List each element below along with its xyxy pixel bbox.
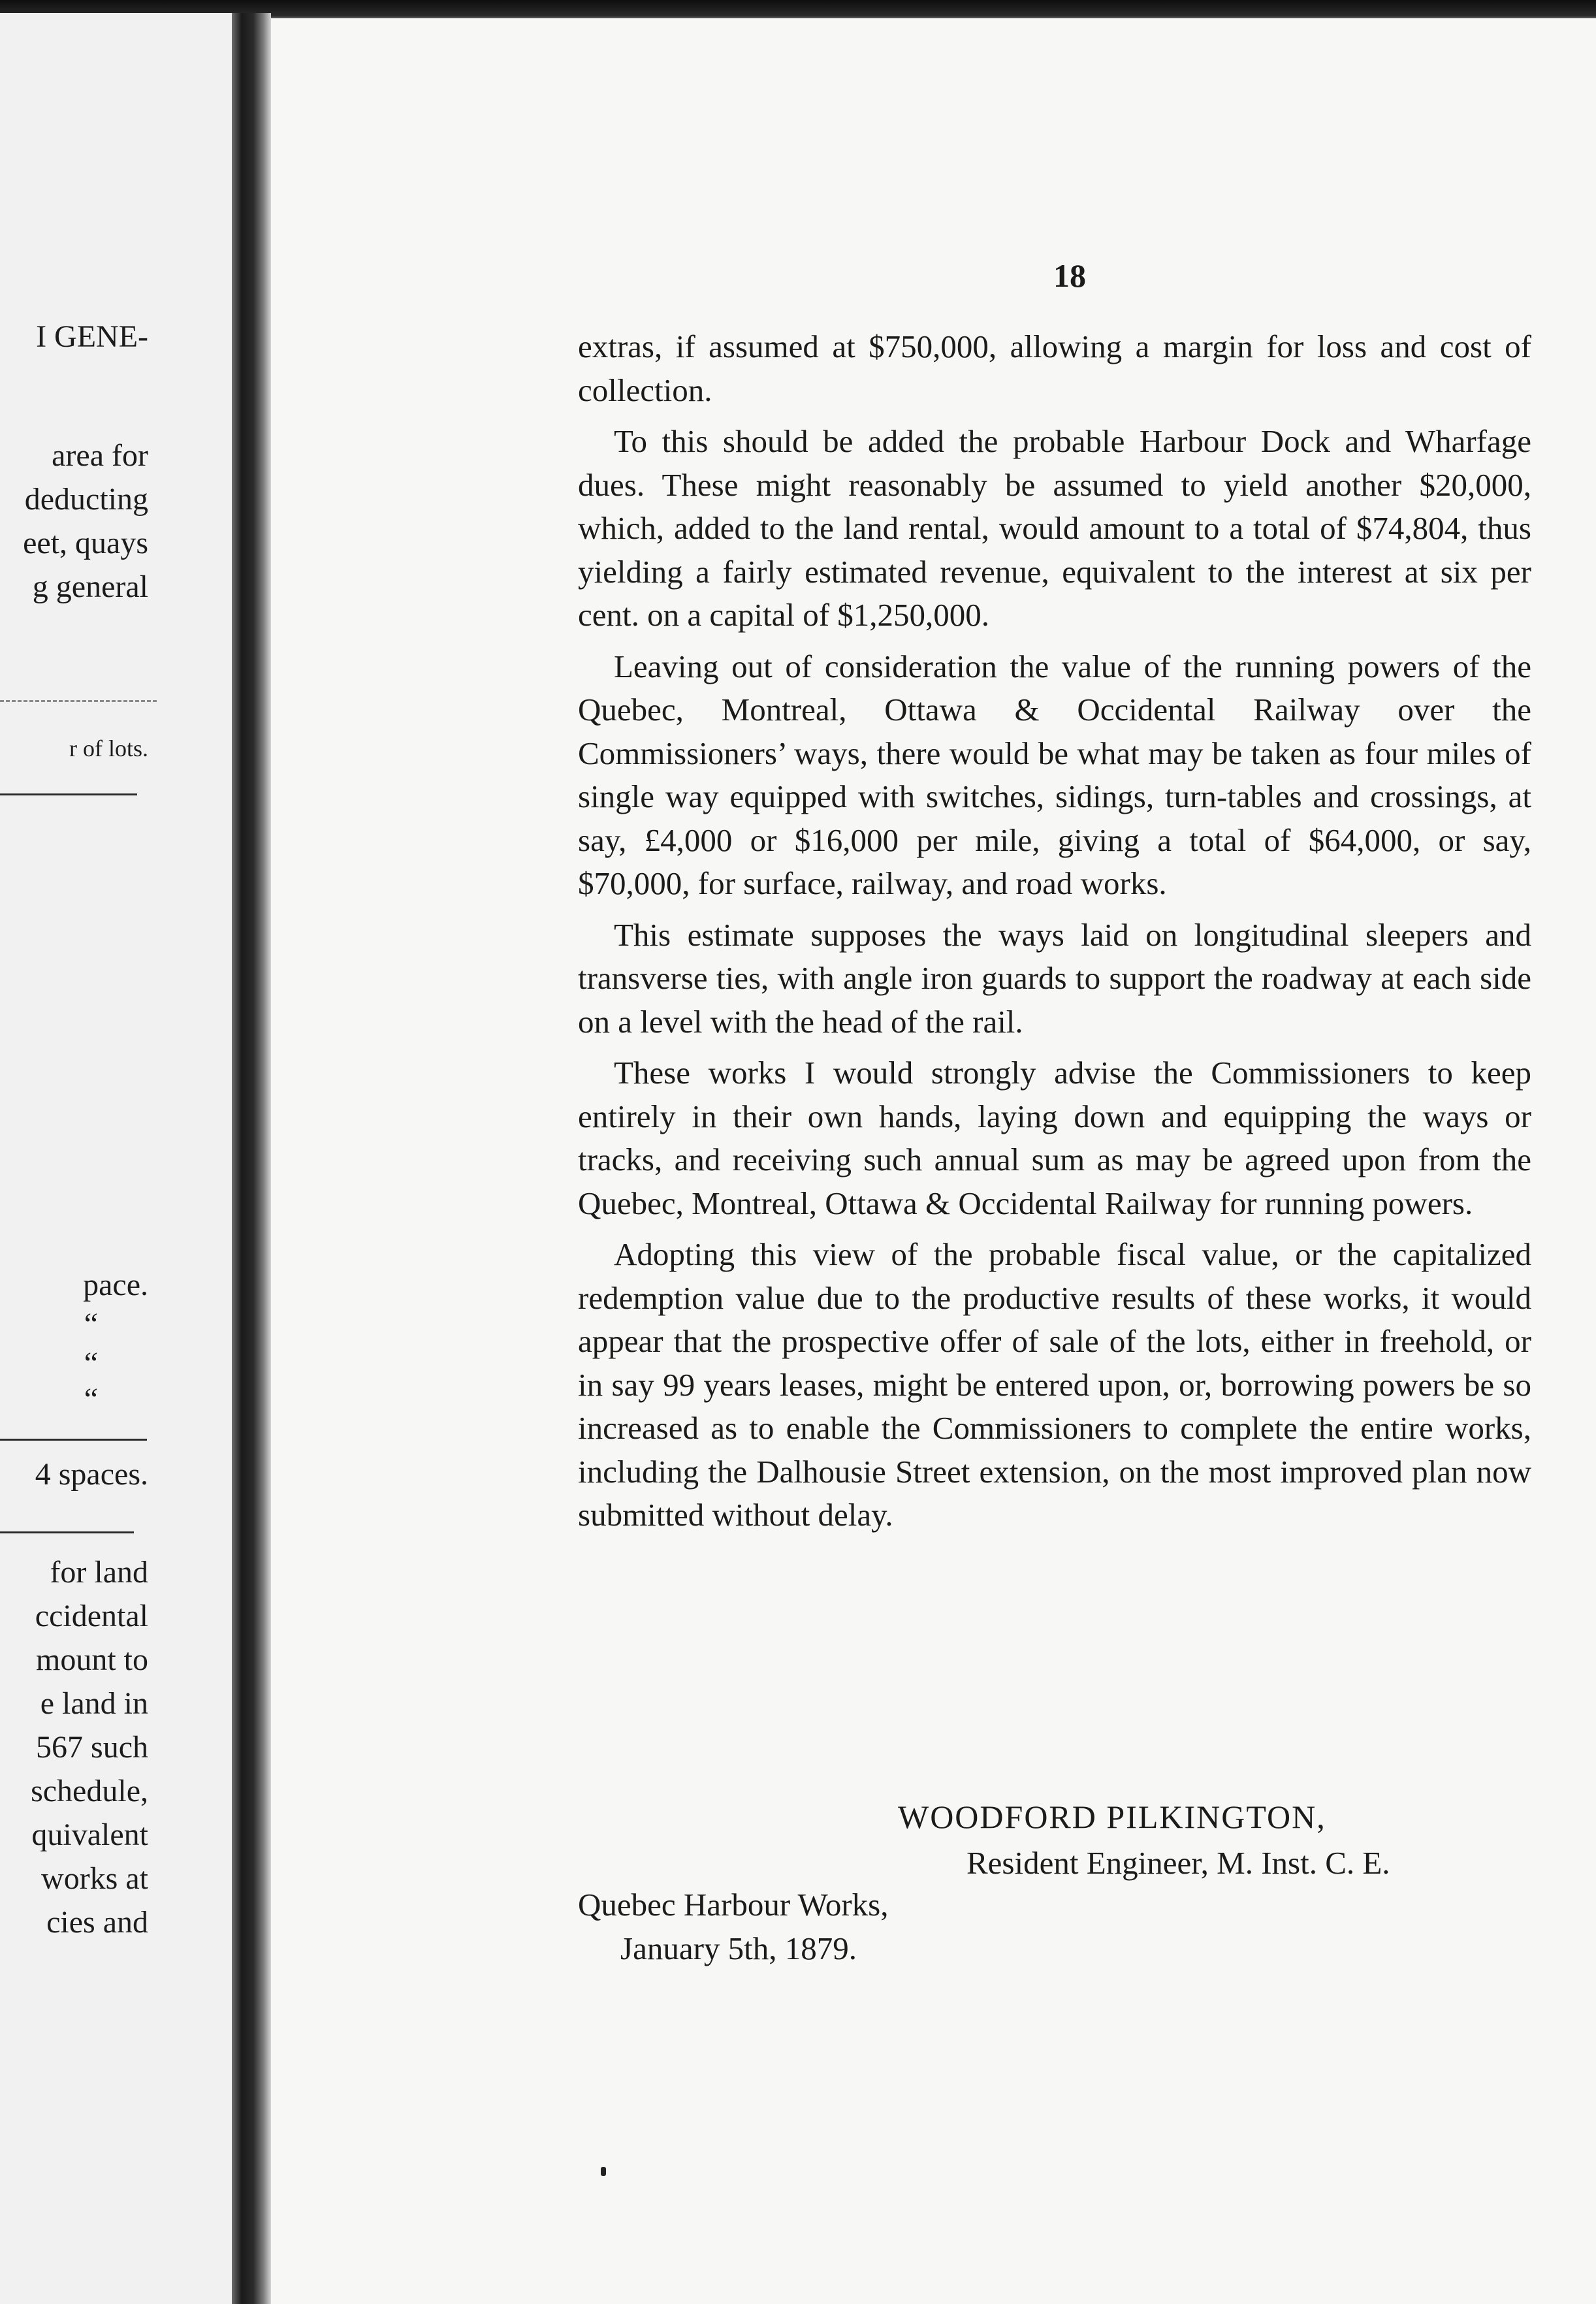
paragraph: extras, if assumed at $750,000, allowing a margin for loss and cost of collection. (578, 328, 1531, 408)
ditto-mark: “ (84, 1346, 98, 1381)
signature-name: WOODFORD PILKINGTON, (898, 1799, 1326, 1835)
paragraph: This estimate supposes the ways laid on longitudinal sleepers and transverse ties, with angle iron guards to support the roadway at each side on a level with the head of the rail. (578, 916, 1531, 1040)
left-fragment-line: area for (52, 438, 148, 473)
left-fragment-line: 567 such (36, 1730, 148, 1765)
left-rule (0, 1439, 147, 1441)
paragraph: Adopting this view of the probable fiscal value, or the capitalized redemption value due to the productive results of these works, it would appear that the prospective offer of sale of the lots, either in freehold, or in say 99 years leases, might be entered upon, or, borrowing powers be so increased as to enable the Commissioners to complete the entire works, including the Dalhousie Street extension, on the most improved plan now submitted without delay. (578, 1236, 1531, 1533)
left-dashed-rule (0, 700, 157, 702)
signature-title: Resident Engineer, M. Inst. C. E. (966, 1845, 1390, 1881)
left-fragment-heading: I GENE- (36, 319, 148, 354)
paragraph: Leaving out of consideration the value of the running powers of the Quebec, Montreal, Ottawa & Occidental Railway over the Commissioners’ ways, there would be what may be taken as four miles of single way equipped with switches, sidings, turn-tables and crossings, at say, £4,000 or $16,000 per mile, giving a total of $64,000, or say, $70,000, for surface, railway, and road works. (578, 648, 1531, 901)
ink-speck (601, 2167, 606, 2176)
left-fragment-line: 4 spaces. (35, 1457, 148, 1492)
left-fragment-line: r of lots. (69, 735, 148, 761)
left-rule (0, 793, 137, 795)
left-fragment-line: works at (41, 1861, 148, 1896)
page-number: 18 (1053, 257, 1086, 294)
ditto-mark: “ (84, 1382, 98, 1416)
left-fragment-line: for land (50, 1555, 148, 1590)
date-line: January 5th, 1879. (620, 1930, 857, 1966)
left-fragment-line: quivalent (31, 1817, 148, 1852)
left-fragment-line: mount to (35, 1642, 148, 1677)
place-line: Quebec Harbour Works, (578, 1887, 889, 1923)
left-fragment-line: pace. (83, 1268, 148, 1302)
ditto-mark: “ (84, 1307, 98, 1341)
left-fragment-line: eet, quays (23, 526, 148, 560)
left-fragment-line: ccidental (35, 1599, 148, 1633)
body-text (578, 325, 1531, 1545)
left-fragment-line: g general (32, 569, 148, 604)
left-fragment-line: deducting (24, 482, 148, 517)
left-fragment-line: e land in (40, 1686, 148, 1721)
document-page (271, 18, 1596, 2304)
paragraph: To this should be added the probable Harbour Dock and Wharfage dues. These might reasonably be assumed to yield another $20,000, which, added to the land rental, would amount to a total of $74,804, thus yielding a fairly estimated revenue, equivalent to the interest at six per cent. on a capital of $1,250,000. (578, 423, 1531, 633)
facing-page-fragment (0, 13, 232, 2304)
paragraph: These works I would strongly advise the Commissioners to keep entirely in their own hands, laying down and equipping the ways or tracks, and receiving such annual sum as may be agreed upon from the Quebec, Montreal, Ottawa & Occidental Railway for running powers. (578, 1055, 1531, 1221)
book-gutter (232, 13, 271, 2304)
left-fragment-line: cies and (46, 1905, 148, 1940)
left-fragment-line: schedule, (31, 1774, 148, 1808)
left-rule (0, 1531, 134, 1533)
